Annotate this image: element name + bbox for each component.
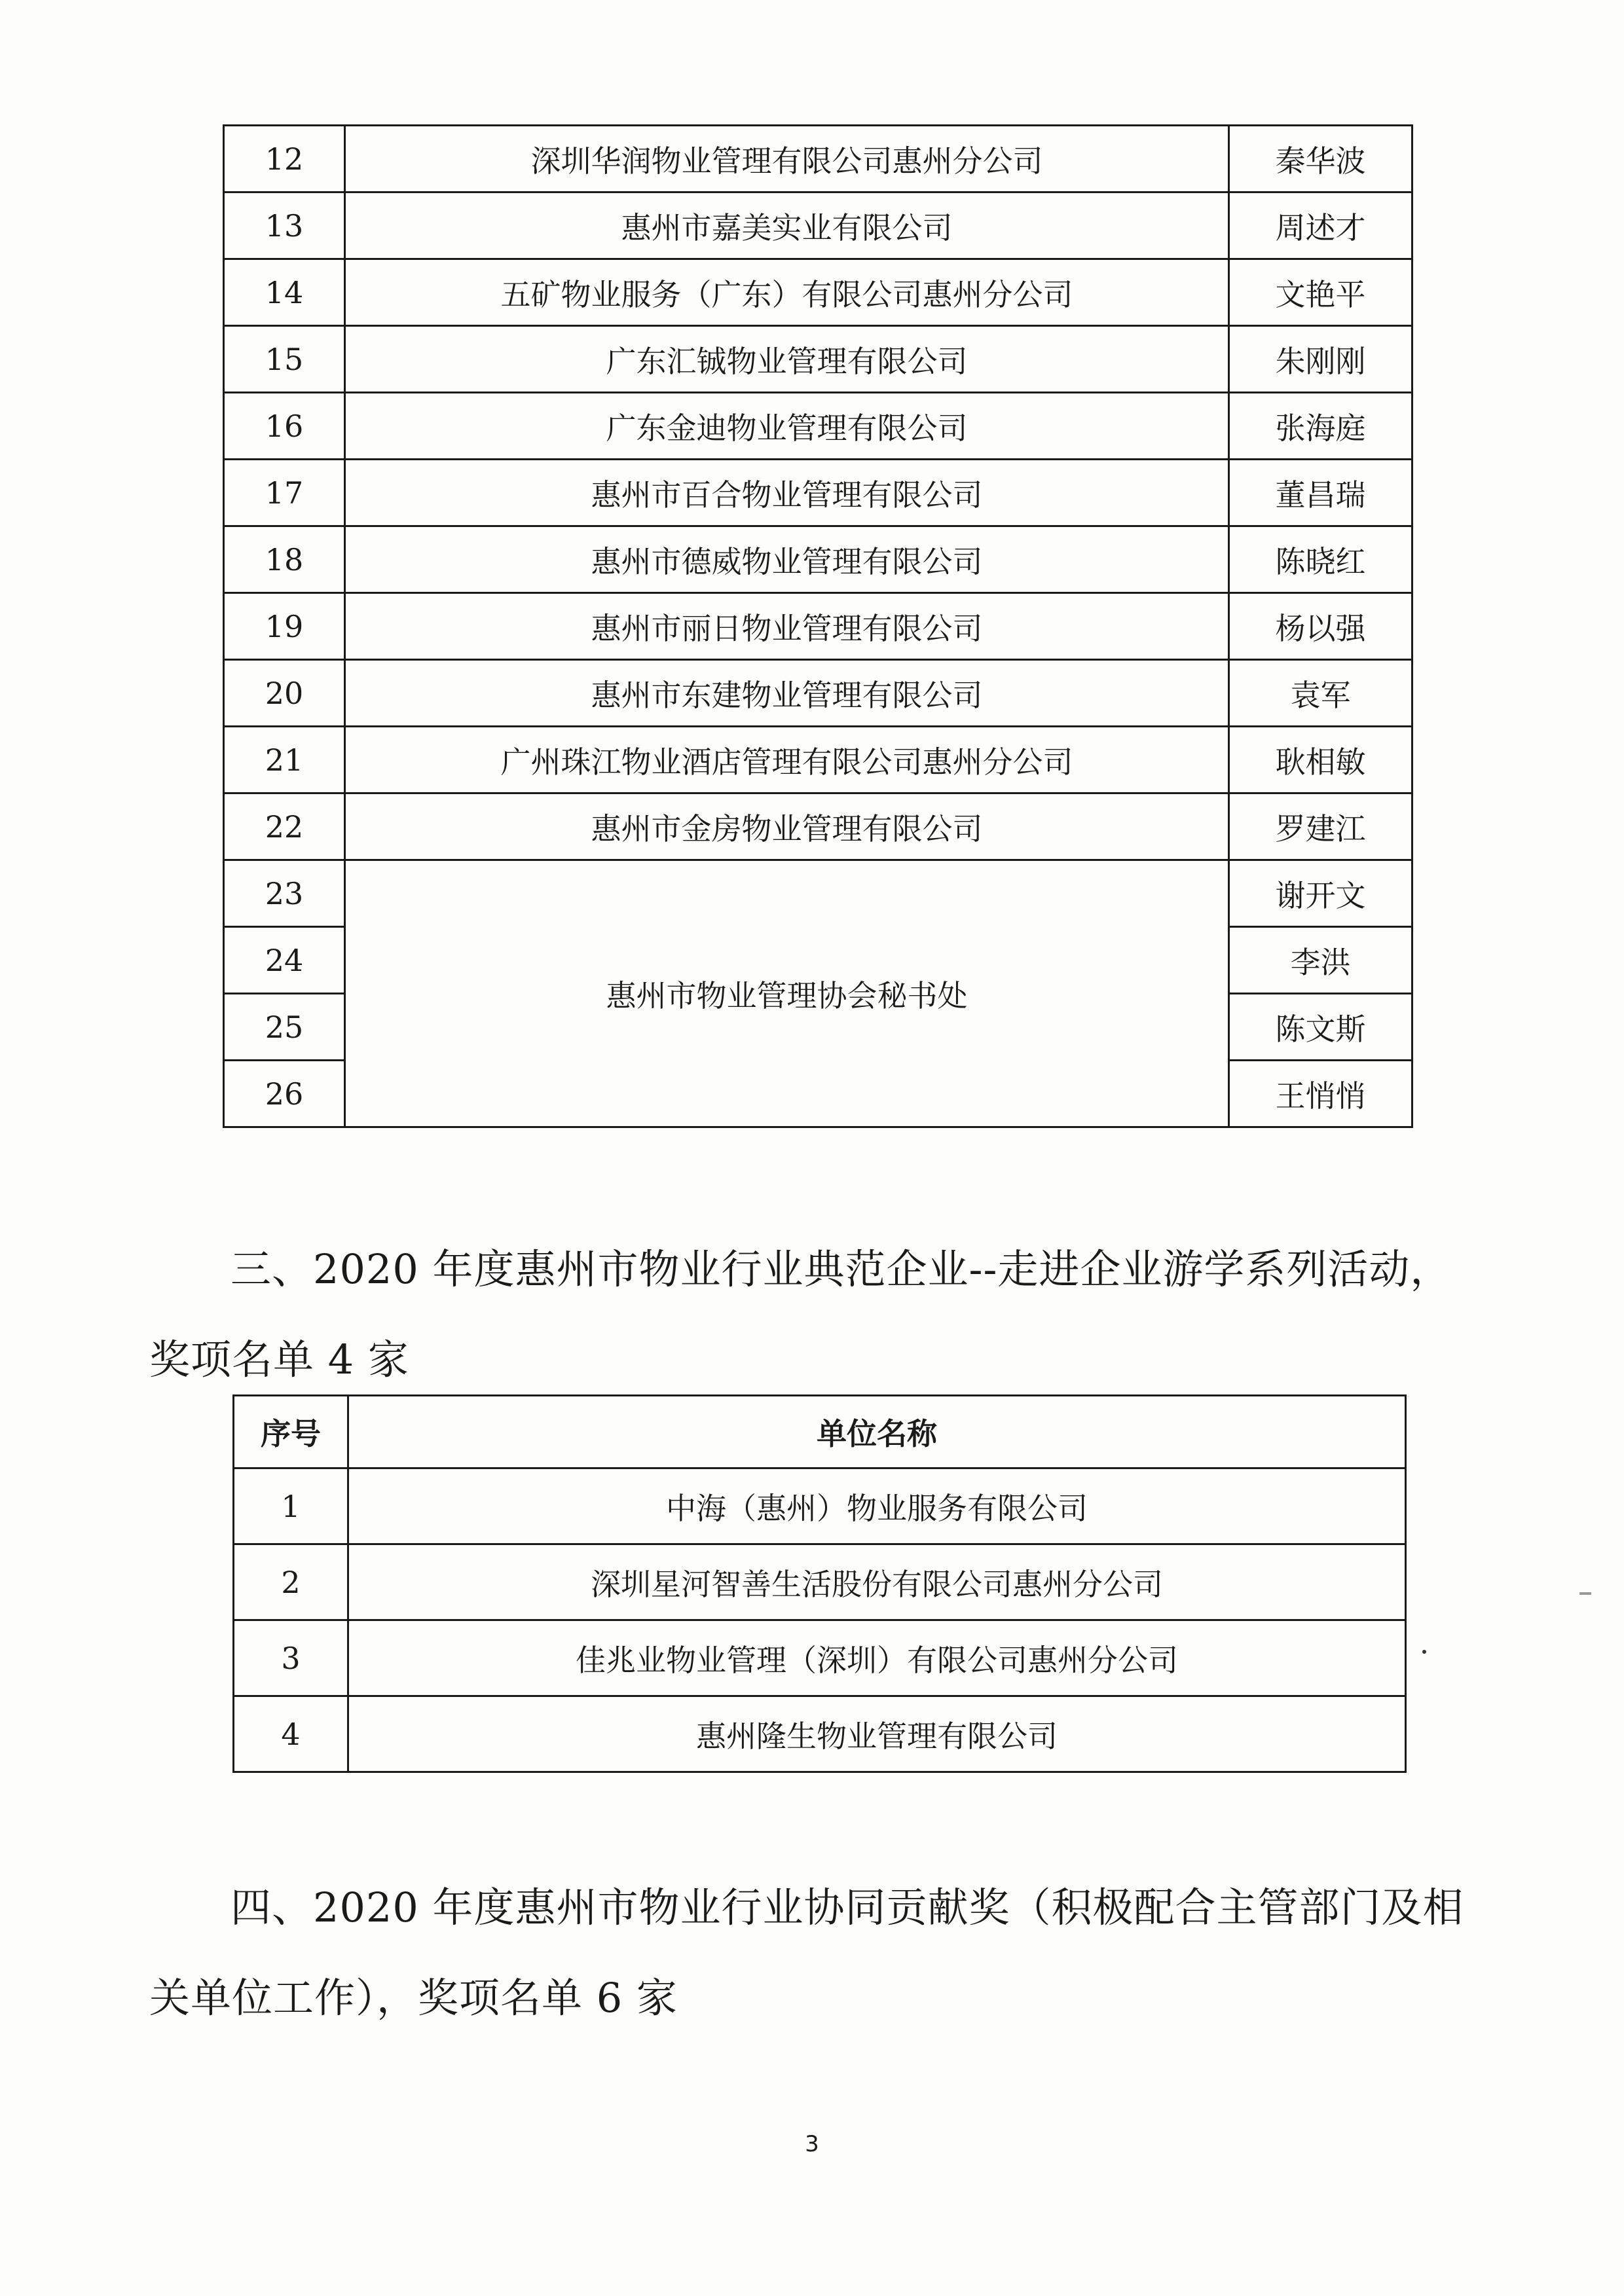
table-row — [224, 727, 1412, 793]
person-name: 秦华波 — [1229, 126, 1412, 192]
section-3-heading: 三、2020 年度惠州市物业行业典范企业--走进企业游学系列活动，奖项名单 4 家 — [149, 1245, 1452, 1383]
person-name: 陈晓红 — [1229, 526, 1412, 593]
award-list-table-continued — [223, 124, 1413, 1128]
row-number: 1 — [234, 1468, 348, 1544]
table1-body — [224, 126, 1412, 1127]
person-name: 周述才 — [1229, 192, 1412, 259]
table-row — [224, 860, 1412, 927]
column-header-unit: 单位名称 — [348, 1396, 1406, 1468]
table-row — [224, 326, 1412, 393]
row-number: 15 — [224, 326, 345, 393]
person-name: 陈文斯 — [1229, 994, 1412, 1061]
row-number: 14 — [224, 259, 345, 326]
row-number: 18 — [224, 526, 345, 593]
scan-mark — [1579, 1592, 1591, 1595]
person-name: 袁军 — [1229, 660, 1412, 727]
person-name: 耿相敏 — [1229, 727, 1412, 793]
column-header-number: 序号 — [234, 1396, 348, 1468]
table-row — [224, 593, 1412, 660]
table-row — [224, 793, 1412, 860]
unit-name: 惠州市嘉美实业有限公司 — [345, 192, 1229, 259]
person-name: 李洪 — [1229, 927, 1412, 994]
person-name: 王悄悄 — [1229, 1061, 1412, 1127]
unit-name-merged: 惠州市物业管理协会秘书处 — [345, 860, 1229, 1127]
row-number: 26 — [224, 1061, 345, 1127]
table-row — [234, 1620, 1406, 1696]
table-row — [224, 192, 1412, 259]
model-enterprise-table — [232, 1394, 1407, 1773]
unit-name: 广东金迪物业管理有限公司 — [345, 393, 1229, 460]
row-number: 3 — [234, 1620, 348, 1696]
row-number: 21 — [224, 727, 345, 793]
person-name: 董昌瑞 — [1229, 460, 1412, 526]
unit-name: 中海（惠州）物业服务有限公司 — [348, 1468, 1406, 1544]
table-header-row — [234, 1396, 1406, 1468]
person-name: 谢开文 — [1229, 860, 1412, 927]
row-number: 22 — [224, 793, 345, 860]
row-number: 17 — [224, 460, 345, 526]
page-number: 3 — [805, 2131, 819, 2157]
row-number: 23 — [224, 860, 345, 927]
scan-speck — [1422, 1650, 1426, 1654]
unit-name: 广州珠江物业酒店管理有限公司惠州分公司 — [345, 727, 1229, 793]
table-row — [224, 126, 1412, 192]
unit-name: 深圳星河智善生活股份有限公司惠州分公司 — [348, 1544, 1406, 1620]
unit-name: 广东汇铖物业管理有限公司 — [345, 326, 1229, 393]
row-number: 4 — [234, 1696, 348, 1772]
row-number: 25 — [224, 994, 345, 1061]
table-row — [224, 460, 1412, 526]
unit-name: 五矿物业服务（广东）有限公司惠州分公司 — [345, 259, 1229, 326]
table2-body — [234, 1468, 1406, 1772]
table-row — [234, 1696, 1406, 1772]
unit-name: 佳兆业物业管理（深圳）有限公司惠州分公司 — [348, 1620, 1406, 1696]
person-name: 罗建江 — [1229, 793, 1412, 860]
table2-head — [234, 1396, 1406, 1468]
table-row — [234, 1544, 1406, 1620]
unit-name: 惠州隆生物业管理有限公司 — [348, 1696, 1406, 1772]
unit-name: 惠州市德威物业管理有限公司 — [345, 526, 1229, 593]
person-name: 朱刚刚 — [1229, 326, 1412, 393]
person-name: 文艳平 — [1229, 259, 1412, 326]
table-row — [234, 1468, 1406, 1544]
table-row — [224, 526, 1412, 593]
row-number: 13 — [224, 192, 345, 259]
unit-name: 惠州市丽日物业管理有限公司 — [345, 593, 1229, 660]
row-number: 12 — [224, 126, 345, 192]
row-number: 2 — [234, 1544, 348, 1620]
row-number: 20 — [224, 660, 345, 727]
person-name: 张海庭 — [1229, 393, 1412, 460]
table-row — [224, 660, 1412, 727]
unit-name: 惠州市东建物业管理有限公司 — [345, 660, 1229, 727]
unit-name: 惠州市百合物业管理有限公司 — [345, 460, 1229, 526]
table-row — [224, 393, 1412, 460]
unit-name: 深圳华润物业管理有限公司惠州分公司 — [345, 126, 1229, 192]
person-name: 杨以强 — [1229, 593, 1412, 660]
table-row — [224, 259, 1412, 326]
row-number: 19 — [224, 593, 345, 660]
row-number: 16 — [224, 393, 345, 460]
section-4-heading: 四、2020 年度惠州市物业行业协同贡献奖（积极配合主管部门及相关单位工作），奖项名单 6 家 — [149, 1884, 1464, 2022]
unit-name: 惠州市金房物业管理有限公司 — [345, 793, 1229, 860]
row-number: 24 — [224, 927, 345, 994]
